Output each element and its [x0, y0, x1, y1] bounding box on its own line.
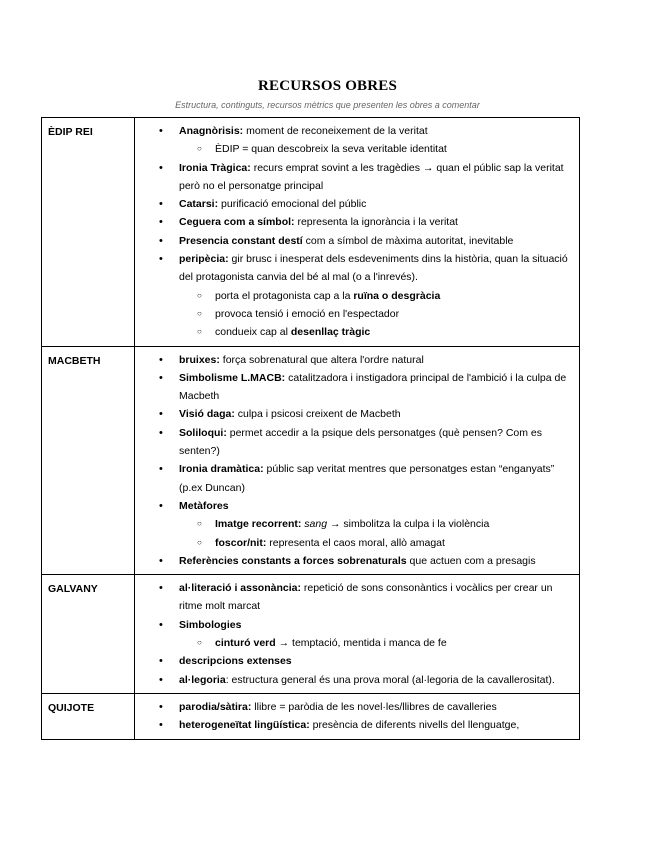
item-text: purificació emocional del públic — [218, 198, 367, 211]
list-item — [135, 460, 575, 497]
work-row — [42, 346, 580, 575]
item-text: repetició de sons consonàntics i vocàlics per crear un ritme molt marcat — [179, 582, 553, 613]
item-text: representa la ignorància i la veritat — [294, 216, 458, 229]
item-term: Simbolisme L.MACB: — [179, 371, 286, 384]
item-term: Imatge recorrent: — [215, 518, 302, 531]
item-term: desenllaç tràgic — [290, 326, 371, 339]
item-term: descripcions extenses — [179, 655, 292, 668]
resource-list — [135, 579, 575, 689]
work-row — [42, 693, 580, 739]
item-term: cinturó verd — [215, 637, 276, 650]
item-term: peripècia: — [179, 253, 229, 266]
item-term: al·literació i assonància: — [179, 582, 301, 595]
item-text: moment de reconeixement de la veritat — [243, 125, 428, 137]
work-resources — [135, 693, 580, 739]
sub-list-item — [135, 515, 575, 533]
item-text: porta el protagonista cap a la — [215, 289, 354, 302]
item-text: ÈDIP = quan descobreix la seva veritable identitat — [215, 143, 447, 156]
item-term: Metàfores — [179, 499, 229, 512]
item-term: Presencia constant destí — [179, 234, 303, 247]
list-item — [135, 159, 575, 196]
resource-list — [135, 698, 575, 735]
work-name: GALVANY — [42, 575, 135, 694]
list-item — [135, 616, 575, 634]
item-term: Anagnòrisis: — [179, 125, 244, 137]
item-term: bruixes: — [179, 353, 220, 366]
item-text: → temptació, mentida i manca de fe — [275, 637, 447, 650]
item-text: condueix cap al — [215, 326, 291, 339]
item-term: Visió daga: — [179, 408, 235, 421]
item-text: sang — [304, 518, 328, 531]
work-row — [42, 575, 580, 694]
item-text: culpa i psicosi creixent de Macbeth — [234, 408, 401, 421]
sub-list-item — [135, 140, 575, 158]
item-text: catalitzadora i instigadora principal de l'ambició i la culpa de Macbeth — [179, 371, 567, 403]
item-term: Catarsi: — [179, 198, 219, 211]
works-table-body — [42, 118, 580, 740]
sub-list-item — [135, 323, 575, 341]
item-term: ruïna o desgràcia — [353, 289, 441, 302]
work-name: ÈDIP REI — [42, 118, 135, 347]
item-text: públic sap veritat mentres que personatges estan “enganyats” (p.ex Duncan) — [179, 463, 555, 494]
work-row — [42, 118, 580, 347]
item-text: provoca tensió i emoció en l'espectador — [215, 307, 400, 320]
item-term: Ironia Tràgica: — [179, 161, 251, 174]
list-item — [135, 716, 575, 734]
sub-list-item — [135, 287, 575, 305]
list-item — [135, 671, 575, 689]
item-text: recurs emprat sovint a les tragèdies → quan el públic sap la veritat però no el personatge principal — [179, 161, 564, 192]
item-text: permet accedir a la psique dels personatges (què pensen? Com es senten?) — [179, 426, 543, 458]
item-text: força sobrenatural que altera l'ordre natural — [219, 353, 424, 366]
item-text: presència de diferents nivells del llenguatge, — [309, 719, 520, 732]
list-item — [135, 195, 575, 213]
page-subtitle: Estructura, continguts, recursos mètrics que presenten les obres a comentar — [175, 100, 480, 110]
item-text: → simbolitza la culpa i la violència — [327, 518, 490, 531]
item-term: foscor/nit: — [215, 536, 267, 549]
resource-list — [135, 351, 575, 571]
item-term: al·legoria — [179, 673, 226, 686]
works-table — [41, 117, 580, 740]
item-term: Ceguera com a símbol: — [179, 216, 295, 229]
work-name: QUIJOTE — [42, 693, 135, 739]
list-item — [135, 579, 575, 616]
list-item — [135, 424, 575, 461]
work-resources — [135, 346, 580, 575]
list-item — [135, 552, 575, 570]
item-term: Simbologies — [179, 618, 242, 631]
sub-list-item — [135, 634, 575, 652]
list-item — [135, 369, 575, 406]
list-item — [135, 652, 575, 670]
item-term: parodia/sàtira: — [179, 700, 252, 713]
list-item — [135, 698, 575, 716]
list-item — [135, 122, 575, 140]
item-text: : estructura general és una prova moral (al·legoria de la cavallerositat). — [225, 673, 555, 686]
work-resources — [135, 118, 580, 347]
list-item — [135, 351, 575, 369]
item-term: Ironia dramàtica: — [179, 463, 264, 476]
item-text: llibre = paròdia de les novel·les/llibres de cavalleries — [251, 700, 497, 713]
list-item — [135, 497, 575, 515]
work-resources — [135, 575, 580, 694]
list-item — [135, 405, 575, 423]
sub-list-item — [135, 534, 575, 552]
page-title: RECURSOS OBRES — [257, 78, 398, 94]
list-item — [135, 250, 575, 287]
item-text: representa el caos moral, allò amagat — [266, 536, 445, 549]
item-text: que actuen com a presagis — [406, 554, 536, 567]
item-term: Referències constants a forces sobrenaturals — [179, 554, 407, 567]
list-item — [135, 213, 575, 231]
resource-list — [135, 122, 575, 342]
item-term: Soliloqui: — [179, 426, 227, 439]
item-text: com a símbol de màxima autoritat, inevitable — [302, 234, 514, 247]
sub-list-item — [135, 305, 575, 323]
list-item — [135, 232, 575, 250]
item-text: gir brusc i inesperat dels esdeveniments dins la història, quan la situació del protagonista canvia del bé al mal (o a l'inrevés). — [179, 253, 568, 284]
work-name: MACBETH — [42, 346, 135, 575]
item-term: heterogeneïtat lingüística: — [179, 719, 310, 732]
